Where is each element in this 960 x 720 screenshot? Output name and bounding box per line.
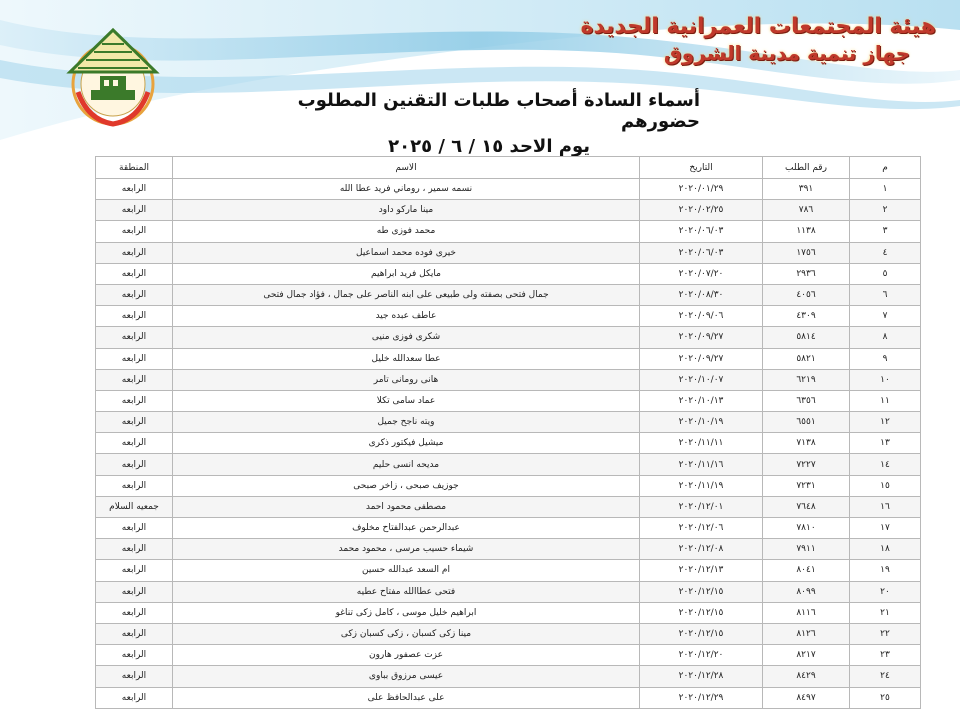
cell-date: ٢٠٢٠/١٢/٠٦ — [640, 518, 763, 539]
cell-request: ٧٨١٠ — [763, 518, 850, 539]
cell-request: ٧٢٢٧ — [763, 454, 850, 475]
header-name: الاسم — [173, 157, 640, 179]
cell-num: ٦ — [850, 284, 921, 305]
cell-area: الرابعه — [96, 475, 173, 496]
cell-date: ٢٠٢٠/١٢/٠١ — [640, 496, 763, 517]
cell-area: الرابعه — [96, 539, 173, 560]
table-row — [96, 623, 921, 644]
cell-area: الرابعه — [96, 369, 173, 390]
cell-name: ام السعد عبدالله حسين — [173, 560, 640, 581]
cell-request: ٧١٣٨ — [763, 433, 850, 454]
table-row — [96, 200, 921, 221]
cell-request: ٨٤٢٩ — [763, 666, 850, 687]
table-row — [96, 687, 921, 708]
cell-request: ٧٩١١ — [763, 539, 850, 560]
cell-date: ٢٠٢٠/١٢/٢٠ — [640, 645, 763, 666]
cell-request: ٤٠٥٦ — [763, 284, 850, 305]
cell-request: ٧٨٦ — [763, 200, 850, 221]
table-row — [96, 327, 921, 348]
table-row — [96, 412, 921, 433]
cell-name: شيماء حسيب مرسى ، محمود محمد — [173, 539, 640, 560]
cell-area: جمعيه السلام — [96, 496, 173, 517]
cell-num: ١٢ — [850, 412, 921, 433]
document-heading — [260, 90, 700, 157]
cell-name: ويته ناجح جميل — [173, 412, 640, 433]
cell-date: ٢٠٢٠/١١/١٩ — [640, 475, 763, 496]
cell-name: عماد سامى تكلا — [173, 390, 640, 411]
document-title: أسماء السادة أصحاب طلبات التقنين المطلوب حضورهم — [297, 90, 700, 132]
cell-request: ٤٣٠٩ — [763, 306, 850, 327]
cell-request: ٨٢١٧ — [763, 645, 850, 666]
header-date: التاريخ — [640, 157, 763, 179]
cell-date: ٢٠٢٠/١٠/٠٧ — [640, 369, 763, 390]
cell-area: الرابعه — [96, 581, 173, 602]
table-row — [96, 581, 921, 602]
cell-request: ٨١١٦ — [763, 602, 850, 623]
cell-area: الرابعه — [96, 200, 173, 221]
cell-num: ٢١ — [850, 602, 921, 623]
cell-request: ٣٩١ — [763, 179, 850, 200]
cell-num: ٨ — [850, 327, 921, 348]
org-name-line2: جهاز تنمية مدينة الشروق — [663, 41, 910, 65]
cell-name: ميشيل فيكتور ذكرى — [173, 433, 640, 454]
cell-num: ٢٤ — [850, 666, 921, 687]
cell-request: ٨١٢٦ — [763, 623, 850, 644]
cell-name: عزت عصفور هارون — [173, 645, 640, 666]
org-name-line1: هيئة المجتمعات العمرانية الجديدة — [580, 14, 936, 39]
cell-request: ٦٢١٩ — [763, 369, 850, 390]
table-row — [96, 496, 921, 517]
cell-area: الرابعه — [96, 602, 173, 623]
cell-request: ٨٠٤١ — [763, 560, 850, 581]
cell-name: نسمه سمير ، روماني فريد عطا الله — [173, 179, 640, 200]
cell-area: الرابعه — [96, 454, 173, 475]
table-row — [96, 242, 921, 263]
cell-area: الرابعه — [96, 645, 173, 666]
cell-date: ٢٠٢٠/١٢/١٥ — [640, 623, 763, 644]
cell-name: مصطفى محمود احمد — [173, 496, 640, 517]
cell-num: ١٣ — [850, 433, 921, 454]
cell-date: ٢٠٢٠/١٢/١٥ — [640, 602, 763, 623]
cell-area: الرابعه — [96, 687, 173, 708]
cell-num: ١ — [850, 179, 921, 200]
table-row — [96, 263, 921, 284]
cell-name: محمد فوزى طه — [173, 221, 640, 242]
cell-area: الرابعه — [96, 179, 173, 200]
cell-name: مايكل فريد ابراهيم — [173, 263, 640, 284]
header-num: م — [850, 157, 921, 179]
cell-date: ٢٠٢٠/١٢/٢٨ — [640, 666, 763, 687]
cell-area: الرابعه — [96, 327, 173, 348]
cell-name: فتحى عطاالله مفتاح عطيه — [173, 581, 640, 602]
cell-num: ٢٢ — [850, 623, 921, 644]
cell-name: جمال فتحى بصفته ولى طبيعى على ابنه الناصر على جمال ، فؤاد جمال فتحى — [173, 284, 640, 305]
table-row — [96, 518, 921, 539]
cell-num: ٧ — [850, 306, 921, 327]
cell-request: ٧٢٣١ — [763, 475, 850, 496]
cell-name: عيسى مرزوق بباوى — [173, 666, 640, 687]
cell-date: ٢٠٢٠/١٢/١٥ — [640, 581, 763, 602]
cell-request: ٥٨٢١ — [763, 348, 850, 369]
cell-date: ٢٠٢٠/١١/١١ — [640, 433, 763, 454]
cell-area: الرابعه — [96, 560, 173, 581]
cell-date: ٢٠٢٠/١٢/١٣ — [640, 560, 763, 581]
cell-num: ٤ — [850, 242, 921, 263]
cell-area: الرابعه — [96, 221, 173, 242]
table-row — [96, 369, 921, 390]
cell-date: ٢٠٢٠/٠٦/٠٣ — [640, 242, 763, 263]
table-row — [96, 433, 921, 454]
cell-name: شكرى فوزى منيى — [173, 327, 640, 348]
cell-num: ١٤ — [850, 454, 921, 475]
cell-date: ٢٠٢٠/١١/١٦ — [640, 454, 763, 475]
cell-name: عطا سعدالله خليل — [173, 348, 640, 369]
cell-num: ٢ — [850, 200, 921, 221]
cell-name: ابراهيم خليل موسى ، كامل زكى تناغو — [173, 602, 640, 623]
table-row — [96, 560, 921, 581]
header-request: رقم الطلب — [763, 157, 850, 179]
cell-request: ٧٦٤٨ — [763, 496, 850, 517]
cell-date: ٢٠٢٠/٠٩/٢٧ — [640, 348, 763, 369]
cell-num: ٥ — [850, 263, 921, 284]
applicants-table-wrapper — [95, 156, 890, 709]
table-row — [96, 539, 921, 560]
table-row — [96, 666, 921, 687]
cell-request: ١١٣٨ — [763, 221, 850, 242]
cell-date: ٢٠٢٠/٠٦/٠٣ — [640, 221, 763, 242]
table-row — [96, 306, 921, 327]
cell-date: ٢٠٢٠/٠٩/٢٧ — [640, 327, 763, 348]
cell-num: ١٨ — [850, 539, 921, 560]
table-row — [96, 390, 921, 411]
organization-header — [580, 14, 936, 65]
cell-name: خيرى فوده محمد اسماعيل — [173, 242, 640, 263]
cell-name: عاطف عبده جيد — [173, 306, 640, 327]
cell-num: ٣ — [850, 221, 921, 242]
cell-name: مديحه انسى حليم — [173, 454, 640, 475]
cell-name: على عبدالحافظ على — [173, 687, 640, 708]
cell-name: هانى رومانى تامر — [173, 369, 640, 390]
cell-date: ٢٠٢٠/١٢/٢٩ — [640, 687, 763, 708]
shorouk-city-logo — [58, 22, 168, 132]
cell-name: مينا ماركو داود — [173, 200, 640, 221]
cell-area: الرابعه — [96, 348, 173, 369]
header-area: المنطقة — [96, 157, 173, 179]
cell-num: ١٧ — [850, 518, 921, 539]
table-row — [96, 602, 921, 623]
table-header-row — [96, 157, 921, 179]
table-row — [96, 284, 921, 305]
cell-date: ٢٠٢٠/١٠/١٩ — [640, 412, 763, 433]
cell-area: الرابعه — [96, 433, 173, 454]
cell-num: ١٠ — [850, 369, 921, 390]
table-row — [96, 179, 921, 200]
cell-num: ٩ — [850, 348, 921, 369]
cell-request: ٦٣٥٦ — [763, 390, 850, 411]
table-row — [96, 221, 921, 242]
document-date: يوم الاحد ١٥ / ٦ / ٢٠٢٥ — [388, 136, 590, 157]
cell-date: ٢٠٢٠/٠١/٢٩ — [640, 179, 763, 200]
cell-num: ٢٠ — [850, 581, 921, 602]
table-row — [96, 475, 921, 496]
cell-area: الرابعه — [96, 306, 173, 327]
table-row — [96, 348, 921, 369]
cell-area: الرابعه — [96, 263, 173, 284]
cell-num: ١٩ — [850, 560, 921, 581]
cell-request: ٨٤٩٧ — [763, 687, 850, 708]
table-body — [96, 179, 921, 709]
cell-num: ٢٥ — [850, 687, 921, 708]
cell-area: الرابعه — [96, 242, 173, 263]
cell-area: الرابعه — [96, 623, 173, 644]
cell-date: ٢٠٢٠/٠٢/٢٥ — [640, 200, 763, 221]
cell-name: عبدالرحمن عبدالفتاح مخلوف — [173, 518, 640, 539]
cell-date: ٢٠٢٠/١٢/٠٨ — [640, 539, 763, 560]
table-row — [96, 645, 921, 666]
applicants-table — [95, 156, 921, 709]
cell-date: ٢٠٢٠/٠٨/٣٠ — [640, 284, 763, 305]
cell-area: الرابعه — [96, 518, 173, 539]
cell-area: الرابعه — [96, 284, 173, 305]
cell-num: ١٥ — [850, 475, 921, 496]
cell-date: ٢٠٢٠/٠٧/٢٠ — [640, 263, 763, 284]
cell-name: جوزيف صبحى ، زاخر صبحى — [173, 475, 640, 496]
cell-num: ١١ — [850, 390, 921, 411]
cell-num: ١٦ — [850, 496, 921, 517]
table-row — [96, 454, 921, 475]
cell-request: ٢٩٣٦ — [763, 263, 850, 284]
cell-request: ٨٠٩٩ — [763, 581, 850, 602]
cell-area: الرابعه — [96, 666, 173, 687]
cell-area: الرابعه — [96, 412, 173, 433]
cell-num: ٢٣ — [850, 645, 921, 666]
cell-name: مينا زكى كسبان ، زكى كسبان زكى — [173, 623, 640, 644]
cell-request: ٥٨١٤ — [763, 327, 850, 348]
cell-date: ٢٠٢٠/١٠/١٣ — [640, 390, 763, 411]
cell-area: الرابعه — [96, 390, 173, 411]
cell-date: ٢٠٢٠/٠٩/٠٦ — [640, 306, 763, 327]
cell-request: ٦٥٥١ — [763, 412, 850, 433]
cell-request: ١٧٥٦ — [763, 242, 850, 263]
